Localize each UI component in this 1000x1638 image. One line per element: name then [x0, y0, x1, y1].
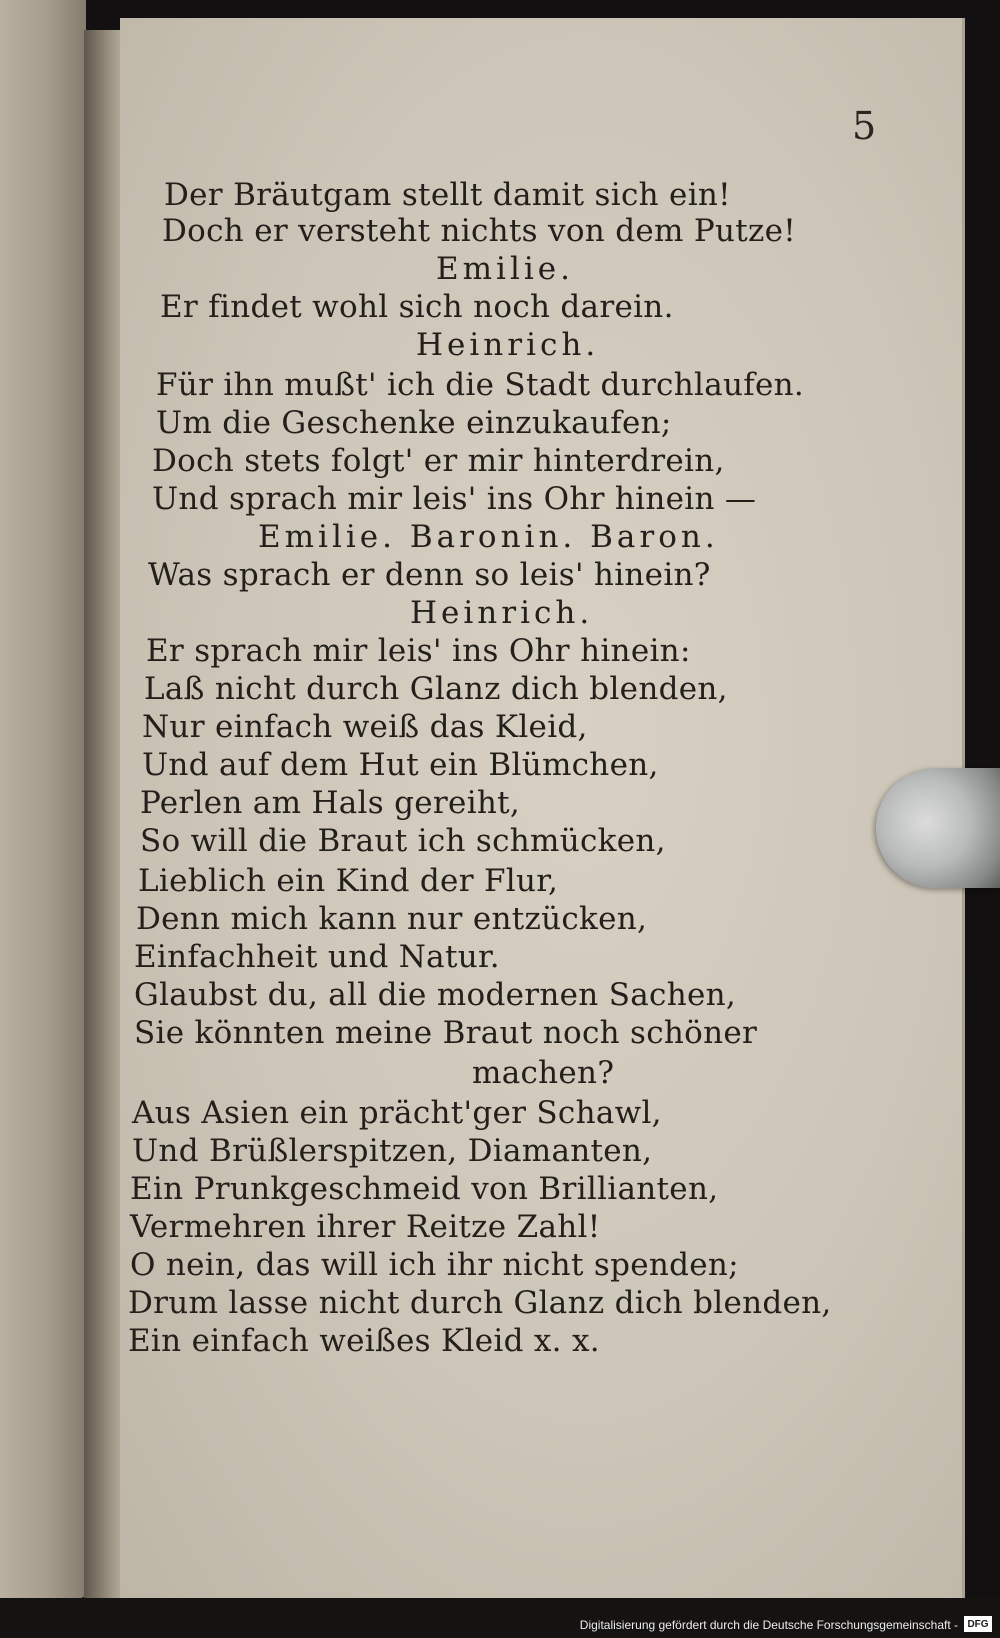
- verse-line: Er sprach mir leis' ins Ohr hinein:: [146, 633, 691, 669]
- page-number: 5: [852, 104, 877, 148]
- verse-line: Glaubst du, all die modernen Sachen,: [134, 977, 737, 1013]
- verse-line: Nur einfach weiß das Kleid,: [142, 709, 588, 745]
- verse-line: Perlen am Hals gereiht,: [140, 785, 521, 821]
- verse-line: Und sprach mir leis' ins Ohr hinein —: [152, 481, 757, 517]
- verse-line: So will die Braut ich schmücken,: [140, 823, 666, 859]
- verse-line: O nein, das will ich ihr nicht spenden;: [130, 1247, 739, 1283]
- book-gutter: [84, 30, 124, 1598]
- verse-line: Aus Asien ein prächt'ger Schawl,: [132, 1095, 662, 1131]
- verse-line: Sie könnten meine Braut noch schöner: [134, 1015, 758, 1051]
- verse-line: Für ihn mußt' ich die Stadt durchlaufen.: [156, 367, 805, 403]
- page-holder-clip: [876, 768, 1000, 888]
- speaker-name: Heinrich.: [416, 327, 600, 363]
- left-page-edge: [0, 0, 86, 1598]
- verse-line: Doch er versteht nichts von dem Putze!: [162, 213, 797, 249]
- speaker-name: Heinrich.: [410, 595, 594, 631]
- verse-line: Und auf dem Hut ein Blümchen,: [142, 747, 659, 783]
- speaker-name: Emilie.: [436, 251, 574, 287]
- speaker-name: Emilie. Baronin. Baron.: [258, 519, 719, 555]
- verse-line: Ein Prunkgeschmeid von Brillianten,: [130, 1171, 719, 1207]
- verse-line: Lieblich ein Kind der Flur,: [138, 863, 559, 899]
- verse-line: Einfachheit und Natur.: [134, 939, 500, 975]
- verse-line: Drum lasse nicht durch Glanz dich blenden,: [128, 1285, 832, 1321]
- digitization-credit: Digitalisierung gefördert durch die Deutsche Forschungsgemeinschaft -: [579, 1618, 958, 1632]
- dfg-logo: DFG: [964, 1616, 992, 1632]
- verse-line: Was sprach er denn so leis' hinein?: [148, 557, 711, 593]
- verse-line: Laß nicht durch Glanz dich blenden,: [144, 671, 728, 707]
- verse-line: Um die Geschenke einzukaufen;: [156, 405, 672, 441]
- verse-line: Doch stets folgt' er mir hinterdrein,: [152, 443, 725, 479]
- verse-line: Ein einfach weißes Kleid x. x.: [128, 1323, 600, 1359]
- verse-line: Er findet wohl sich noch darein.: [160, 289, 674, 325]
- verse-line: Vermehren ihrer Reitze Zahl!: [130, 1209, 601, 1245]
- verse-line: Der Bräutgam stellt damit sich ein!: [164, 177, 731, 213]
- verse-line: Denn mich kann nur entzücken,: [136, 901, 648, 937]
- verse-line: machen?: [472, 1055, 615, 1091]
- verse-line: Und Brüßlerspitzen, Diamanten,: [132, 1133, 653, 1169]
